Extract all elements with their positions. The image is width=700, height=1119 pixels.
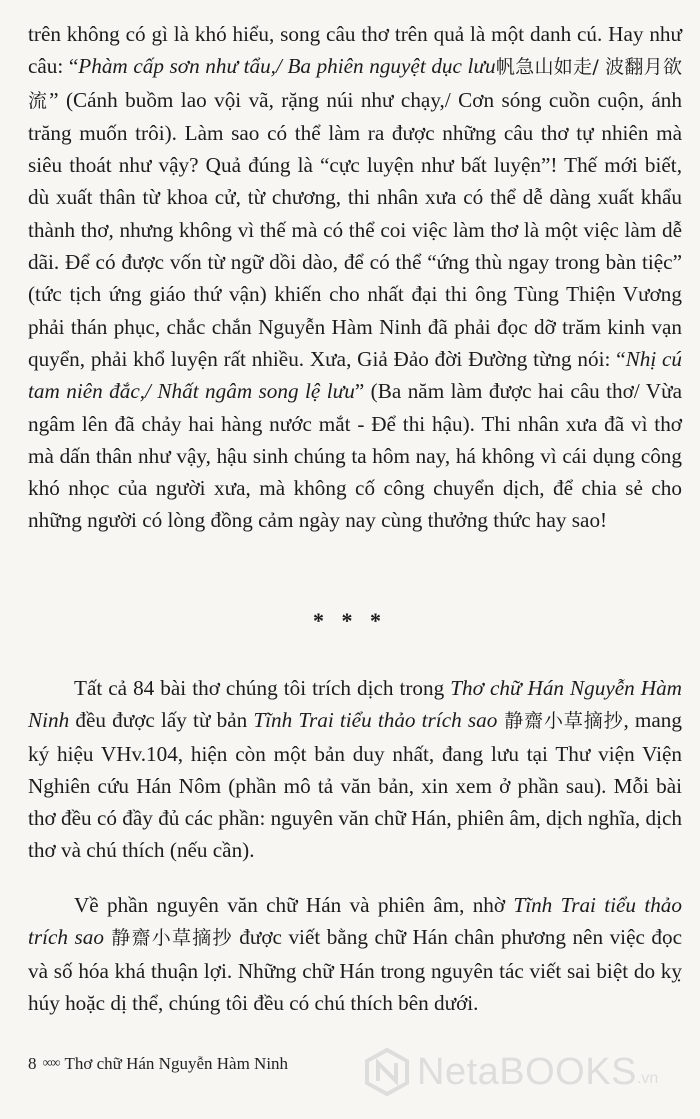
han-characters: 帆急山如走/ 波翻月欲流: [28, 56, 682, 112]
ornament-icon: ∞∞: [42, 1056, 59, 1071]
watermark-brand: NetaBOOKS: [417, 1050, 637, 1093]
paragraph-transcription: [28, 889, 682, 1019]
paragraph-sources: [28, 672, 682, 867]
text-run: ” (Ba năm làm được hai câu thơ/ Vừa ngâm lên đã chảy hai hàng nước mắt - Để thi hậu). Thi nhân xưa đã vì thơ mà dấn thân như vậy, hậu sinh chúng ta hôm nay, há không vì cái dụng công khó nhọc của người xưa, mà không cố công chuyển dịch, để chia sẻ cho những người có lòng đồng cảm ngày nay cùng thưởng thức hay sao!: [28, 379, 682, 533]
text-run: Về phần nguyên văn chữ Hán và phiên âm, nhờ: [74, 893, 514, 917]
italic-title: Tĩnh Trai tiểu thảo trích sao: [253, 708, 498, 733]
text-run: trên không có gì là khó hiểu, song câu thơ trên quả là một danh cú. Hay như câu: “: [28, 22, 682, 79]
page-number: 8: [28, 1054, 37, 1073]
page-footer: [28, 1054, 288, 1074]
han-characters: 静齋小草摘抄: [497, 710, 624, 733]
netabooks-logo-icon: [363, 1048, 411, 1096]
italic-quote: Nhị cú tam niên đắc,/ Nhất ngâm song lệ lưu: [28, 346, 682, 404]
text-run: Tất cả 84 bài thơ chúng tôi trích dịch trong: [74, 676, 451, 700]
watermark-domain: .vn: [636, 1070, 659, 1087]
han-characters: 静齋小草摘抄: [103, 927, 233, 950]
paragraph-continuation: [28, 18, 682, 537]
text-run: đều được lấy từ bản: [69, 708, 254, 733]
text-run: được viết bằng chữ Hán chân phương nên việc đọc và số hóa khá thuận lợi. Những chữ Hán trong nguyên tác viết sai biệt do kỵ húy hoặc dị thể, chúng tôi đều có chú thích bên dưới.: [28, 925, 683, 1015]
italic-title: Thơ chữ Hán Nguyễn Hàm Ninh: [28, 676, 682, 733]
italic-quote: Phàm cấp sơn như tẩu,/ Ba phiên nguyệt dục lưu: [78, 54, 496, 79]
italic-title: Tĩnh Trai tiểu thảo trích sao: [28, 893, 682, 950]
running-title: Thơ chữ Hán Nguyễn Hàm Ninh: [64, 1054, 289, 1073]
text-run: ” (Cánh buồm lao vội vã, rặng núi như chạy,/ Cơn sóng cuồn cuộn, ánh trăng muốn trôi). Làm sao có thể làm ra được những câu thơ tự nhiên mà siêu thoát như vậy? Quả đúng là “cực luyện như bất luyện”! Thế mới biết, dù xuất thân từ khoa cử, từ chương, thi nhân xưa có thể dễ dàng xuất khẩu thành thơ, nhưng không vì thế mà có thể coi việc làm thơ là một việc làm dễ dãi. Để có được vốn từ ngữ dồi dào, để có thể “ứng thù ngay trong bàn tiệc” (tức tịch ứng giáo thứ vận) khiến cho nhất đại thi ông Tùng Thiện Vương phải thán phục, chắc chắn Nguyễn Hàm Ninh đã phải đọc dỡ trăm kinh vạn quyển, phải khổ luyện rất nhiều. Xưa, Giả Đảo đời Đường từng nói: “: [28, 87, 682, 371]
text-run: , mang ký hiệu VHv.104, hiện còn một bản duy nhất, đang lưu tại Thư viện Viện Nghiên cứu Hán Nôm (phần mô tả văn bản, xin xem ở phần sau). Mỗi bài thơ đều có đầy đủ các phần: nguyên văn chữ Hán, phiên âm, dịch nghĩa, dịch thơ và chú thích (nếu cần).: [28, 708, 682, 863]
publisher-watermark: [363, 1046, 693, 1098]
section-divider: * * *: [313, 608, 387, 633]
